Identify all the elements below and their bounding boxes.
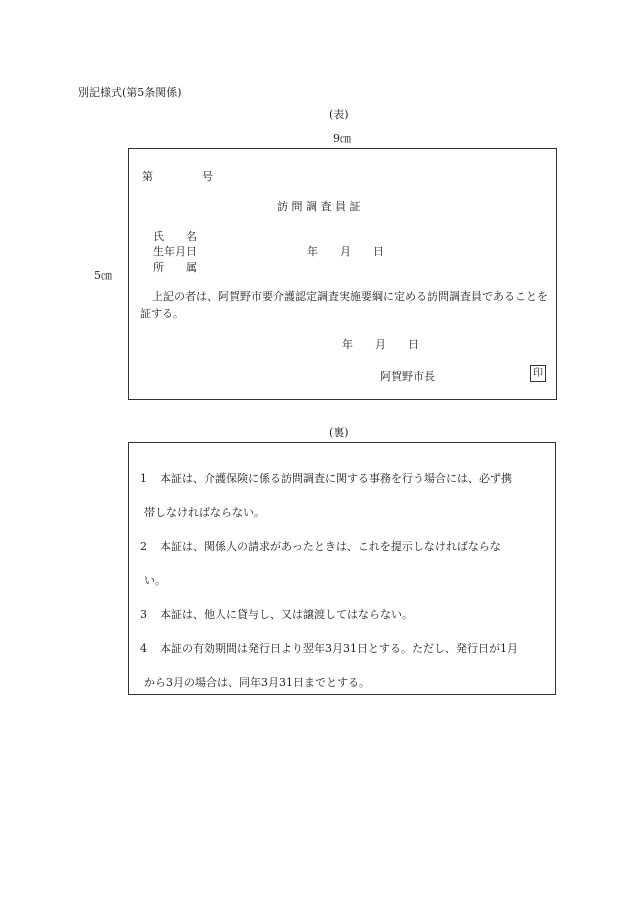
seal-stamp: 印 xyxy=(530,365,546,382)
back-rules-list xyxy=(140,462,550,700)
card-height-label: 5㎝ xyxy=(94,269,112,282)
number-label: 第 xyxy=(142,170,153,183)
mayor-title: 阿賀野市長 xyxy=(380,370,435,383)
front-side-label: (表) xyxy=(329,108,349,121)
affiliation-label: 所 属 xyxy=(153,261,197,274)
rule-text-continued: から3月の場合は、同年3月31日までとする。 xyxy=(144,676,370,689)
number-suffix: 号 xyxy=(202,170,213,183)
card-title: 訪 問 調 査 員 証 xyxy=(277,200,361,213)
issue-date-field: 年 月 日 xyxy=(342,338,419,351)
rule-number: 2 xyxy=(140,540,147,553)
rule-item xyxy=(140,632,550,700)
rule-text: 本証の有効期間は発行日より翌年3月31日とする。ただし、発行日が1月 xyxy=(160,642,518,655)
form-heading: 別記様式(第5条関係) xyxy=(78,86,182,99)
name-label: 氏 名 xyxy=(153,230,197,243)
card-width-label: 9㎝ xyxy=(333,132,351,145)
rule-number: 1 xyxy=(140,472,147,485)
rule-text-continued: 帯しなければならない。 xyxy=(144,506,265,519)
rule-text-continued: い。 xyxy=(144,574,166,587)
back-side-label: (裏) xyxy=(329,426,349,439)
birth-date-label: 生年月日 xyxy=(153,245,197,258)
birth-date-field: 年 月 日 xyxy=(307,245,384,258)
rule-item xyxy=(140,462,550,530)
rule-text: 本証は、介護保険に係る訪問調査に関する事務を行う場合には、必ず携 xyxy=(160,472,512,485)
rule-item xyxy=(140,598,550,632)
rule-text: 本証は、関係人の請求があったときは、これを提示しなければならな xyxy=(160,540,501,553)
rule-text: 本証は、他人に貸与し、又は譲渡してはならない。 xyxy=(160,608,413,621)
certification-text: 上記の者は、阿賀野市要介護認定調査実施要綱に定める訪問調査員であることを証する。 xyxy=(140,290,548,320)
rule-number: 4 xyxy=(140,642,147,655)
rule-number: 3 xyxy=(140,608,147,621)
rule-item xyxy=(140,530,550,598)
